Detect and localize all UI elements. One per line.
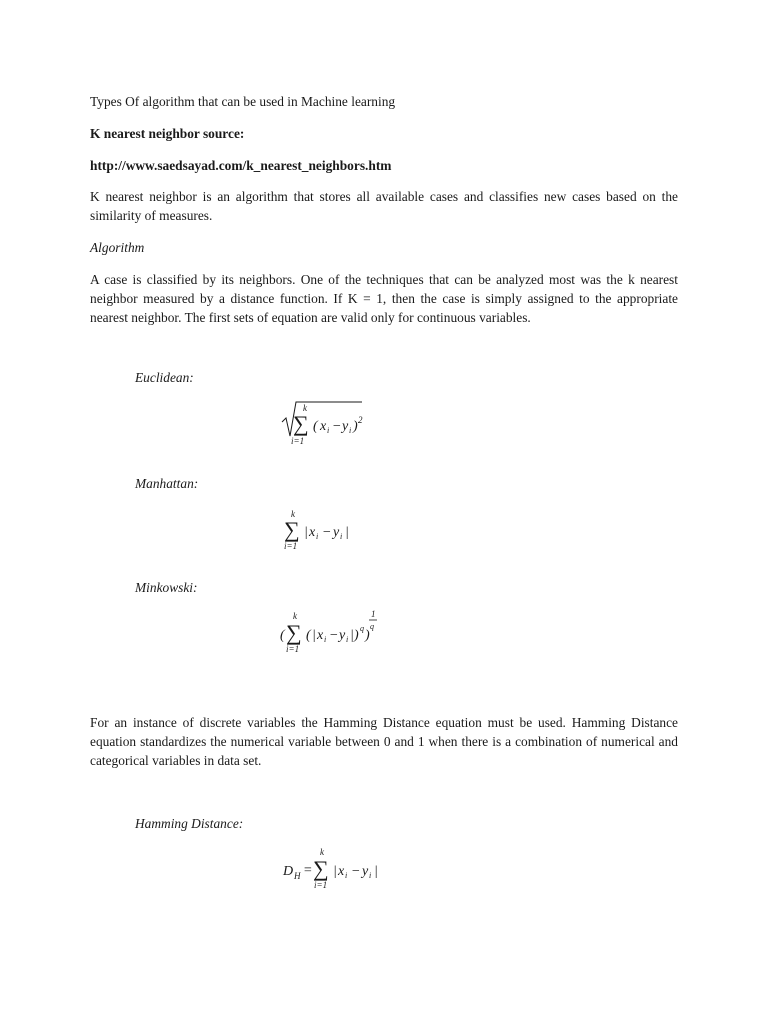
source-label: K nearest neighbor source: <box>90 126 245 141</box>
svg-text:x: x <box>320 419 327 434</box>
svg-text:): ) <box>365 628 370 643</box>
manhattan-equation <box>284 506 364 551</box>
minkowski-equation <box>280 608 390 656</box>
algorithm-paragraph: A case is classified by its neighbors. One of the techniques that can be analyzed most was the k nearest neighbor measured by a distance function. If K = 1, then the case is simply assigned to the appropriate nearest neighbor. The first sets of equation are valid only for continuous variables. <box>90 272 678 325</box>
euclidean-equation <box>280 398 380 448</box>
sigma-symbol: ∑ <box>286 620 302 645</box>
svg-text:D: D <box>283 864 294 879</box>
svg-text:x: x <box>317 628 324 643</box>
sum-lower-limit: i=1 <box>291 436 305 446</box>
hamming-paragraph: For an instance of discrete variables the Hamming Distance equation must be used. Hamming Distance equation standardizes the numerical variable between 0 and 1 when there is a combination of numerical and categorical variables in data set. <box>90 715 678 768</box>
svg-text:(: ( <box>280 628 285 643</box>
svg-text:i: i <box>346 635 349 644</box>
svg-text:y: y <box>339 628 346 643</box>
svg-text:i=1: i=1 <box>284 541 298 551</box>
svg-text:|: | <box>304 525 308 540</box>
svg-text:y: y <box>342 419 349 434</box>
document-heading: Types Of algorithm that can be used in Machine learning <box>90 94 396 109</box>
svg-text:x: x <box>309 525 316 540</box>
sigma-symbol: ∑ <box>284 517 300 542</box>
svg-text:−: − <box>332 419 342 434</box>
sigma-symbol: ∑ <box>313 856 329 881</box>
svg-text:k: k <box>293 611 297 621</box>
intro-paragraph: K nearest neighbor is an algorithm that stores all available cases and classifies new cases based on the similarity of measures. <box>90 189 678 223</box>
svg-text:−: − <box>329 628 339 643</box>
svg-text:i: i <box>324 635 327 644</box>
svg-text:i: i <box>340 532 343 541</box>
svg-text:): ) <box>354 628 359 643</box>
svg-text:i: i <box>316 532 319 541</box>
svg-text:2: 2 <box>358 415 363 425</box>
hamming-label: Hamming Distance: <box>135 816 244 831</box>
svg-text:=: = <box>303 863 313 878</box>
minkowski-label: Minkowski: <box>135 580 198 595</box>
svg-text:|: | <box>333 864 337 879</box>
svg-text:y: y <box>333 525 340 540</box>
svg-text:i: i <box>349 426 352 435</box>
svg-text:|: | <box>350 628 354 643</box>
svg-text:k: k <box>291 509 295 519</box>
svg-text:|: | <box>312 628 316 643</box>
sum-upper-limit: k <box>303 403 307 413</box>
svg-text:i: i <box>369 871 372 880</box>
svg-text:i: i <box>327 426 330 435</box>
svg-text:(: ( <box>306 628 311 643</box>
svg-text:q: q <box>370 622 374 631</box>
svg-text:q: q <box>360 624 364 633</box>
hamming-equation <box>283 844 393 892</box>
svg-text:|: | <box>345 525 349 540</box>
svg-text:i=1: i=1 <box>314 880 328 890</box>
svg-text:|: | <box>374 864 378 879</box>
svg-text:H: H <box>294 871 301 881</box>
source-url[interactable]: http://www.saedsayad.com/k_nearest_neighbors.htm <box>90 158 392 173</box>
svg-text:): ) <box>353 419 358 434</box>
svg-text:−: − <box>322 525 332 540</box>
algorithm-label: Algorithm <box>90 240 145 255</box>
svg-text:1: 1 <box>371 609 376 619</box>
svg-text:−: − <box>351 864 361 879</box>
manhattan-label: Manhattan: <box>135 476 199 491</box>
svg-text:k: k <box>320 847 324 857</box>
svg-text:y: y <box>362 864 369 879</box>
svg-text:i: i <box>345 871 348 880</box>
svg-text:x: x <box>338 864 345 879</box>
sigma-symbol: ∑ <box>293 411 309 436</box>
svg-text:i=1: i=1 <box>286 644 300 654</box>
svg-text:(: ( <box>313 419 318 434</box>
euclidean-label: Euclidean: <box>135 370 194 385</box>
